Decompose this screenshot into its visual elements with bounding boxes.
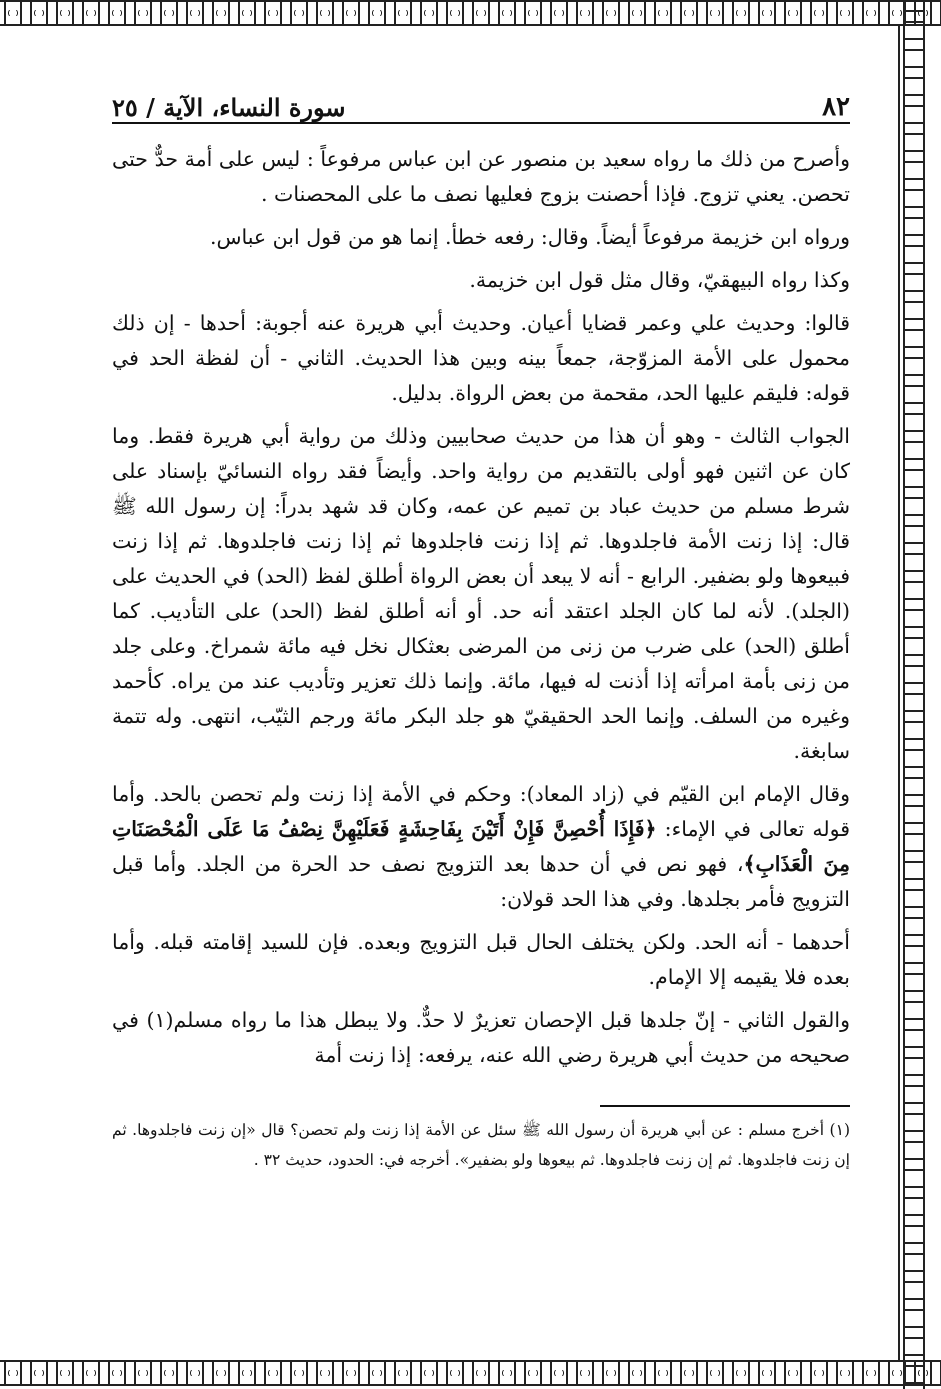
paragraph-3: وكذا رواه البيهقيّ، وقال مثل قول ابن خزيمة.	[469, 268, 850, 292]
inner-border-line	[898, 26, 900, 1360]
paragraph-4: قالوا: وحديث علي وعمر قضايا أعيان. وحديث أبي هريرة عنه أجوبة: أحدها - إن ذلك محمول على الأمة المزوّجة، جمعاً بينه وبين هذا الحديث. الثاني - أن لفظة الحد في قوله: فليقم عليها الحد، مقحمة من بعض الرواة. بدليل.	[112, 311, 850, 405]
bottom-decorative-border	[0, 1360, 941, 1386]
top-decorative-border	[0, 0, 941, 26]
footnote-separator	[600, 1105, 850, 1107]
paragraph-2: ورواه ابن خزيمة مرفوعاً أيضاً. وقال: رفعه خطأ. إنما هو من قول ابن عباس.	[209, 225, 850, 249]
page-header	[112, 70, 850, 124]
paragraph-1: وأصرح من ذلك ما رواه سعيد بن منصور عن ابن عباس مرفوعاً : ليس على أمة حدٌّ حتى تحصن. يعني تزوج. فإذا أحصنت بزوج فعليها نصف ما على المحصنات .	[112, 147, 850, 206]
paragraph-7: أحدهما - أنه الحد. ولكن يختلف الحال قبل التزويج وبعده. فإن للسيد إقامته قبله. وأما بعده فلا يقيمه إلا الإمام.	[112, 930, 850, 989]
running-title: سورة النساء، الآية / ٢٥	[112, 93, 346, 122]
page-number: ٨٢	[822, 92, 850, 122]
paragraph-6	[112, 777, 850, 917]
paragraph-6-after: ، فهو نص في أن حدها بعد التزويج نصف حد الحرة من الجلد. وأما قبل التزويج فأمر بجلدها. وفي هذا الحد قولان:	[112, 852, 850, 911]
paragraph-8: والقول الثاني - إنّ جلدها قبل الإحصان تعزيرٌ لا حدٌّ. ولا يبطل هذا ما رواه مسلم(١) في صحيحه من حديث أبي هريرة رضي الله عنه، يرفعه: إذا زنت أمة	[112, 1008, 850, 1067]
book-page	[112, 70, 850, 1175]
paragraph-6-before: وقال الإمام ابن القيّم في (زاد المعاد): وحكم في الأمة إذا زنت ولم تحصن بالحد. وأما قوله تعالى في الإماء:	[112, 782, 851, 841]
paragraph-5: الجواب الثالث - وهو أن هذا من حديث صحابيين وذلك من رواية أبي هريرة فقط. وما كان عن اثنين فهو أولى بالتقديم من رواية واحد. وأيضاً فقد رواه النسائيّ بإسناد على شرط مسلم من حديث عباد بن تميم عن عمه، وكان قد شهد بدراً: إن رسول الله ﷺ قال: إذا زنت الأمة فاجلدوها. ثم إذا زنت فاجلدوها ثم إذا زنت فاجلدوها. ثم إذا زنت فبيعوها ولو بضفير. الرابع - أنه لا يبعد أن بعض الرواة أطلق لفظ (الحد) في الحديث على (الجلد). لأنه لما كان الجلد اعتقد أنه حد. أو أنه أطلق لفظ (الحد) على التأديب. كما أطلق (الحد) على ضرب من زنى من المرضى بعثكال نخل فيه مائة شمراخ. وعلى جلد من زنى بأمة امرأته إذا أذنت له فيها، مائة. وإنما ذلك تعزير وتأديب عند من يراه. كأحمد وغيره من السلف. وإنما الحد الحقيقيّ هو جلد البكر مائة ورجم الثيّب، انتهى. وله تتمة سابغة.	[112, 424, 850, 763]
footnote: (١) أخرج مسلم : عن أبي هريرة أن رسول الله ﷺ سئل عن الأمة إذا زنت ولم تحصن؟ قال «إن زنت فاجلدوها. ثم إن زنت فاجلدوها. ثم إن زنت فاجلدوها. ثم بيعوها ولو بضفير». أخرجه في: الحدود، حديث ٣٢ .	[112, 1120, 850, 1169]
quran-verse: ﴿فَإِذَا أُحْصِنَّ فَإِنْ أَتَيْنَ بِفَاحِشَةٍ فَعَلَيْهِنَّ نِصْفُ مَا عَلَى الْمُحْصَنَاتِ مِنَ الْعَذَابِ﴾	[112, 817, 850, 876]
right-decorative-border	[903, 0, 925, 1389]
